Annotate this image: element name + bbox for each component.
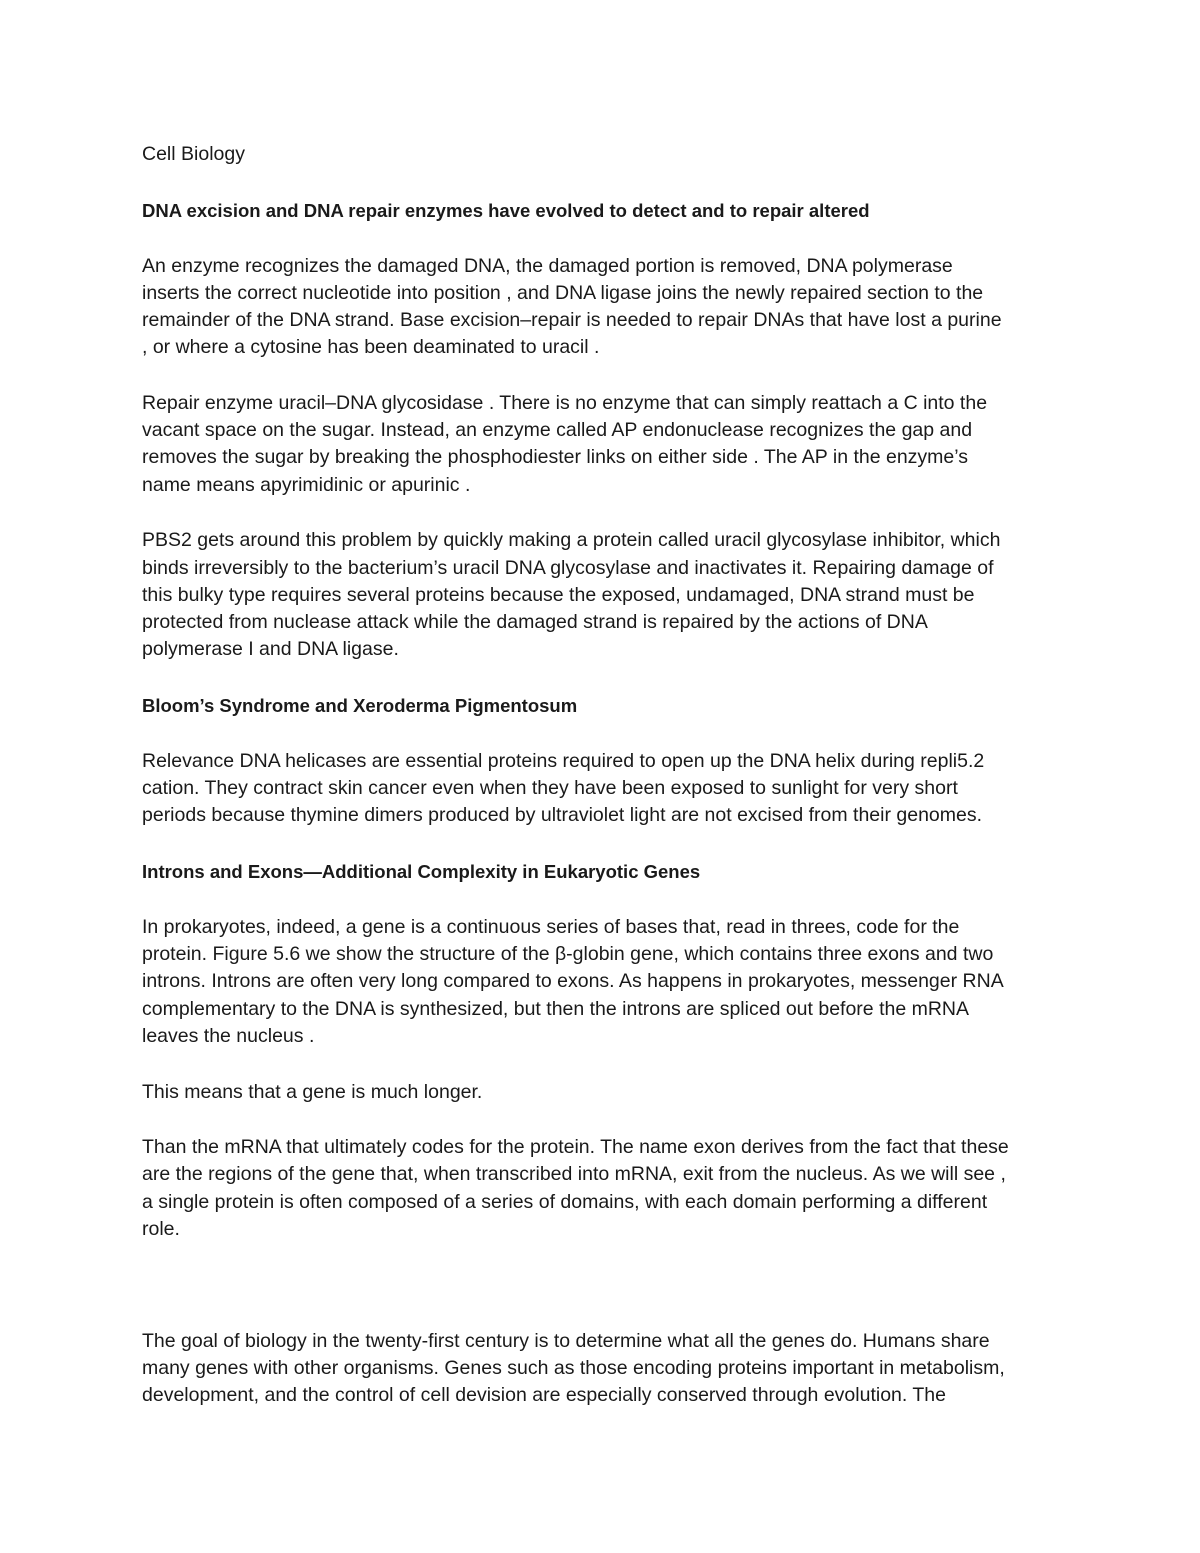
section-heading-introns-exons: Introns and Exons—Additional Complexity in Eukaryotic Genes xyxy=(142,861,701,882)
paragraph-line: Repair enzyme uracil–DNA glycosidase . There is no enzyme that can simply reattach a C into the xyxy=(142,392,988,414)
paragraph-line: role. xyxy=(142,1218,180,1240)
paragraph-line: In prokaryotes, indeed, a gene is a continuous series of bases that, read in threes, code for the xyxy=(142,916,960,938)
paragraph-line: PBS2 gets around this problem by quickly making a protein called uracil glycosylase inhibitor, which xyxy=(142,529,1001,551)
paragraph-line: binds irreversibly to the bacterium’s uracil DNA glycosylase and inactivates it. Repairing damage of xyxy=(142,557,994,579)
paragraph-line: are the regions of the gene that, when transcribed into mRNA, exit from the nucleus. As we will see , xyxy=(142,1163,1006,1185)
paragraph-line: periods because thymine dimers produced by ultraviolet light are not excised from their genomes. xyxy=(142,804,983,826)
paragraph-line: An enzyme recognizes the damaged DNA, the damaged portion is removed, DNA polymerase xyxy=(142,255,953,277)
paragraph-line: Relevance DNA helicases are essential proteins required to open up the DNA helix during repli5.2 xyxy=(142,750,985,772)
paragraph-line: protected from nuclease attack while the damaged strand is repaired by the actions of DNA xyxy=(142,611,928,633)
paragraph-line: cation. They contract skin cancer even when they have been exposed to sunlight for very short xyxy=(142,777,958,799)
paragraph-line: Than the mRNA that ultimately codes for the protein. The name exon derives from the fact that these xyxy=(142,1136,1009,1158)
paragraph-line: inserts the correct nucleotide into position , and DNA ligase joins the newly repaired section to the xyxy=(142,282,984,304)
paragraph-line: this bulky type requires several proteins because the exposed, undamaged, DNA strand must be xyxy=(142,584,975,606)
paragraph-line: removes the sugar by breaking the phosphodiester links on either side . The AP in the enzyme’s xyxy=(142,446,968,468)
paragraph-line: name means apyrimidinic or apurinic . xyxy=(142,474,471,496)
paragraph-line: , or where a cytosine has been deaminated to uracil . xyxy=(142,336,600,358)
paragraph-line: The goal of biology in the twenty-first century is to determine what all the genes do. Humans share xyxy=(142,1330,990,1352)
paragraph-line: a single protein is often composed of a series of domains, with each domain performing a different xyxy=(142,1191,988,1213)
paragraph-line: leaves the nucleus . xyxy=(142,1025,315,1047)
paragraph-line: remainder of the DNA strand. Base excision–repair is needed to repair DNAs that have lost a purine xyxy=(142,309,1002,331)
paragraph-line: development, and the control of cell devision are especially conserved through evolution. The xyxy=(142,1384,946,1406)
paragraph-line: polymerase I and DNA ligase. xyxy=(142,638,399,660)
paragraph-line: vacant space on the sugar. Instead, an enzyme called AP endonuclease recognizes the gap and xyxy=(142,419,973,441)
paragraph-line: introns. Introns are often very long compared to exons. As happens in prokaryotes, messenger RNA xyxy=(142,970,1004,992)
paragraph-line: protein. Figure 5.6 we show the structure of the β-globin gene, which contains three exons and two xyxy=(142,943,994,965)
document-title: Cell Biology xyxy=(142,143,245,165)
section-heading-dna-repair: DNA excision and DNA repair enzymes have evolved to detect and to repair altered xyxy=(142,200,870,221)
section-heading-blooms-syndrome: Bloom’s Syndrome and Xeroderma Pigmentosum xyxy=(142,695,578,716)
paragraph-line: This means that a gene is much longer. xyxy=(142,1081,483,1103)
paragraph-line: complementary to the DNA is synthesized, but then the introns are spliced out before the mRNA xyxy=(142,998,970,1020)
paragraph-line: many genes with other organisms. Genes such as those encoding proteins important in metabolism, xyxy=(142,1357,1005,1379)
